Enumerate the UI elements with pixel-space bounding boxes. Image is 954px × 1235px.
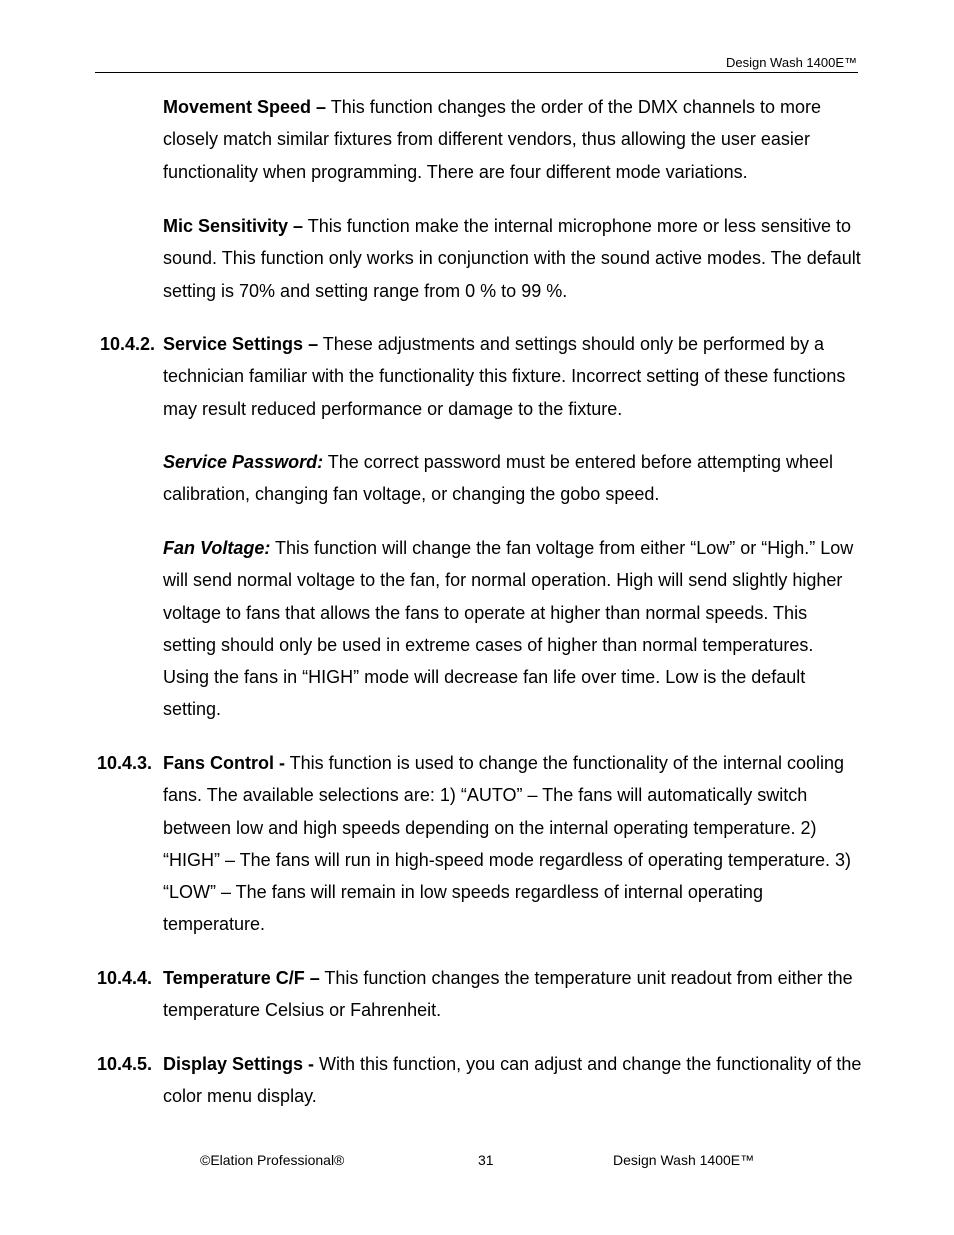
term-display-settings: Display Settings - (163, 1054, 315, 1074)
text-service-settings: These adjustments and settings should only be performed by a technician familiar with the functionality this fixture. Incorrect setting of these functions may result reduced performance or damage to the fixture. (163, 334, 846, 419)
paragraph-service-settings (163, 328, 863, 425)
header-title: Design Wash 1400E™ (725, 55, 857, 70)
section-number-10-4-3: 10.4.3. (97, 753, 153, 773)
text-service-password: The correct password must be entered before attempting wheel calibration, changing fan voltage, or changing the gobo speed. (163, 452, 834, 505)
paragraph-fans-control (163, 747, 863, 941)
text-temperature: This function changes the temperature unit readout from either the temperature Celsius or Fahrenheit. (163, 968, 853, 1021)
term-service-password: Service Password: (163, 452, 324, 472)
paragraph-temperature (163, 962, 863, 1027)
section-number-10-4-2: 10.4.2. (100, 334, 156, 354)
term-fan-voltage: Fan Voltage: (163, 538, 271, 558)
term-temperature: Temperature C/F – (163, 968, 320, 988)
paragraph-fan-voltage (163, 532, 863, 726)
term-mic-sensitivity: Mic Sensitivity – (163, 216, 304, 236)
text-movement-speed: This function changes the order of the DMX channels to more closely match similar fixtures from different vendors, thus allowing the user easier functionality when programming. There are four different mode variations. (163, 97, 821, 182)
paragraph-mic-sensitivity (163, 210, 863, 307)
footer-copyright: ©Elation Professional® (200, 1152, 345, 1168)
term-fans-control: Fans Control - (163, 753, 285, 773)
paragraph-service-password (163, 446, 863, 511)
paragraph-display-settings (163, 1048, 863, 1113)
text-fan-voltage: This function will change the fan voltage from either “Low” or “High.” Low will send normal voltage to the fan, for normal operation. High will send slightly higher voltage to fans that allows the fans to operate at higher than normal speeds. This setting should only be used in extreme cases of higher than normal temperatures. Using the fans in “HIGH” mode will decrease fan life over time. Low is the default setting. (163, 538, 854, 720)
text-mic-sensitivity: This function make the internal microphone more or less sensitive to sound. This function only works in conjunction with the sound active modes. The default setting is 70% and setting range from 0 % to 99 %. (163, 216, 861, 301)
section-number-10-4-5: 10.4.5. (97, 1054, 153, 1074)
term-movement-speed: Movement Speed – (163, 97, 327, 117)
paragraph-movement-speed (163, 91, 863, 188)
section-number-10-4-4: 10.4.4. (97, 968, 153, 988)
text-display-settings: With this function, you can adjust and change the functionality of the color menu display. (163, 1054, 862, 1107)
term-service-settings: Service Settings – (163, 334, 319, 354)
footer-product: Design Wash 1400E™ (613, 1152, 755, 1168)
footer-page-number: 31 (478, 1152, 494, 1168)
text-fans-control: This function is used to change the functionality of the internal cooling fans. The available selections are: 1) “AUTO” – The fans will automatically switch between low and high speeds depending on the internal operating temperature. 2) “HIGH” – The fans will run in high-speed mode regardless of operating temperature. 3) “LOW” – The fans will remain in low speeds regardless of internal operating temperature. (163, 753, 852, 935)
header-rule (95, 72, 858, 73)
